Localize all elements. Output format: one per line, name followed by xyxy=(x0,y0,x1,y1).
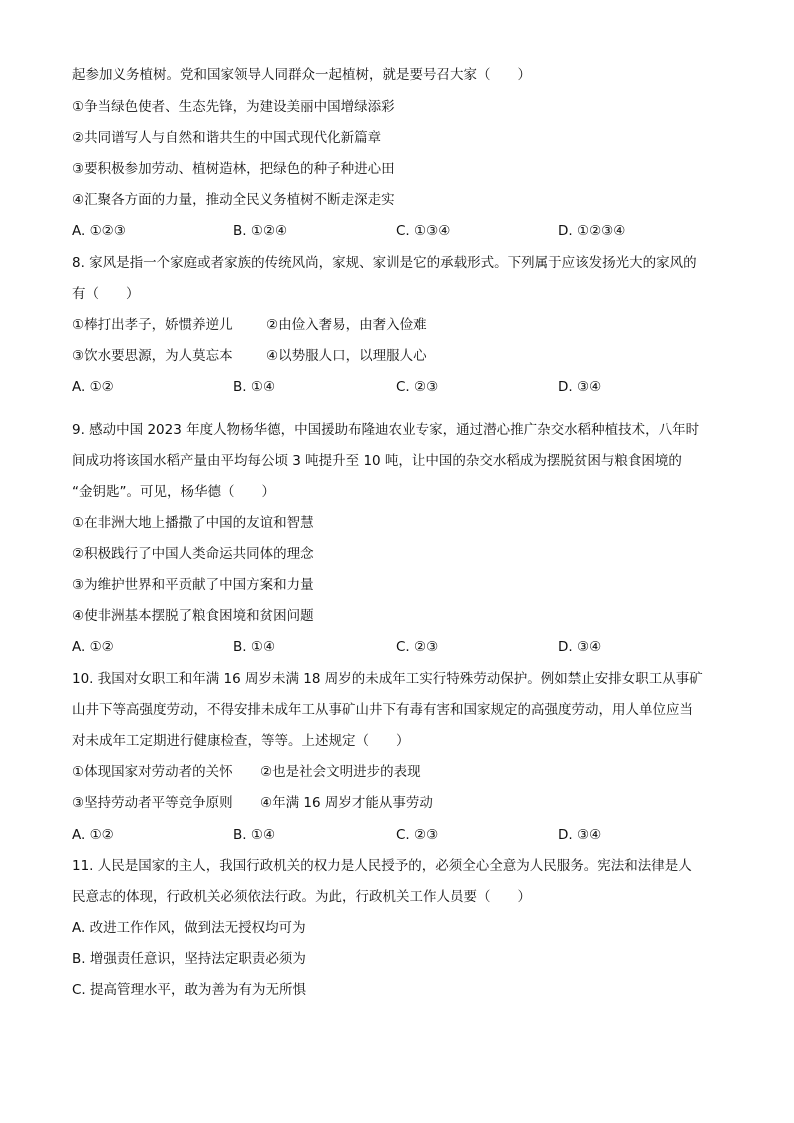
q10-statement-row-2 xyxy=(72,794,433,812)
q10-stem-line-1: 10. 我国对女职工和年满 16 周岁未满 18 周岁的未成年工实行特殊劳动保护。例如禁止安排女职工从事矿 xyxy=(72,671,703,687)
q10-option-b[interactable]: B. ①④ xyxy=(233,827,276,843)
q8-statement-4: ④以势服人口，以理服人心 xyxy=(266,348,427,364)
q8-option-a[interactable]: A. ①② xyxy=(72,379,114,395)
q7-statement-1: ①争当绿色使者、生态先锋，为建设美丽中国增绿添彩 xyxy=(72,99,395,115)
q8-statement-row-1 xyxy=(72,316,427,334)
q10-option-a[interactable]: A. ①② xyxy=(72,827,114,843)
q10-stem-line-3: 对未成年工定期进行健康检查，等等。上述规定（ ） xyxy=(72,733,410,749)
q7-stem-tail: 起参加义务植树。党和国家领导人同群众一起植树，就是要号召大家（ ） xyxy=(72,67,531,83)
q7-statement-4: ④汇聚各方面的力量，推动全民义务植树不断走深走实 xyxy=(72,192,395,208)
q11-option-b[interactable]: B. 增强责任意识，坚持法定职责必须为 xyxy=(72,951,306,967)
q9-option-b[interactable]: B. ①④ xyxy=(233,639,276,655)
q10-statement-row-1 xyxy=(72,763,421,781)
q8-statement-row-2 xyxy=(72,347,427,365)
q10-stem-line-2: 山井下等高强度劳动，不得安排未成年工从事矿山井下有毒有害和国家规定的高强度劳动，用人单位应当 xyxy=(72,702,693,718)
q8-option-b[interactable]: B. ①④ xyxy=(233,379,276,395)
q8-stem-line-2: 有（ ） xyxy=(72,286,140,302)
q8-statement-2: ②由俭入奢易，由奢入俭难 xyxy=(266,317,427,333)
q7-option-a[interactable]: A. ①②③ xyxy=(72,223,126,239)
q10-statement-3: ③坚持劳动者平等竞争原则 xyxy=(72,795,233,811)
q7-option-b[interactable]: B. ①②④ xyxy=(233,223,288,239)
q10-statement-2: ②也是社会文明进步的表现 xyxy=(260,764,421,780)
q9-option-a[interactable]: A. ①② xyxy=(72,639,114,655)
q9-option-c[interactable]: C. ②③ xyxy=(396,639,439,655)
q7-option-c[interactable]: C. ①③④ xyxy=(396,223,451,239)
q10-option-d[interactable]: D. ③④ xyxy=(558,827,602,843)
q8-option-d[interactable]: D. ③④ xyxy=(558,379,602,395)
q8-stem-line-1: 8. 家风是指一个家庭或者家族的传统风尚，家规、家训是它的承载形式。下列属于应该发扬光大的家风的 xyxy=(72,255,697,271)
q9-statement-3: ③为维护世界和平贡献了中国方案和力量 xyxy=(72,577,314,593)
q11-stem-line-1: 11. 人民是国家的主人，我国行政机关的权力是人民授予的，必须全心全意为人民服务。宪法和法律是人 xyxy=(72,858,692,874)
q9-statement-4: ④使非洲基本摆脱了粮食困境和贫困问题 xyxy=(72,608,314,624)
q7-statement-3: ③要积极参加劳动、植树造林，把绿色的种子种进心田 xyxy=(72,161,395,177)
q8-statement-3: ③饮水要思源，为人莫忘本 xyxy=(72,348,233,364)
q11-option-c[interactable]: C. 提高管理水平，敢为善为有为无所惧 xyxy=(72,982,307,998)
q11-stem-line-2: 民意志的体现，行政机关必须依法行政。为此，行政机关工作人员要（ ） xyxy=(72,889,531,905)
q9-statement-2: ②积极践行了中国人类命运共同体的理念 xyxy=(72,546,314,562)
q9-stem-line-3: “金钥匙”。可见，杨华德（ ） xyxy=(72,484,275,500)
q10-statement-1: ①体现国家对劳动者的关怀 xyxy=(72,764,233,780)
q8-statement-1: ①棒打出孝子，娇惯养逆儿 xyxy=(72,317,233,333)
q9-option-d[interactable]: D. ③④ xyxy=(558,639,602,655)
q10-statement-4: ④年满 16 周岁才能从事劳动 xyxy=(260,795,433,811)
q7-option-d[interactable]: D. ①②③④ xyxy=(558,223,626,239)
q9-stem-line-2: 间成功将该国水稻产量由平均每公顷 3 吨提升至 10 吨，让中国的杂交水稻成为摆脱贫困与粮食困境的 xyxy=(72,453,682,469)
q11-option-a[interactable]: A. 改进工作作风，做到法无授权均可为 xyxy=(72,920,306,936)
q7-statement-2: ②共同谱写人与自然和谐共生的中国式现代化新篇章 xyxy=(72,130,382,146)
q8-option-c[interactable]: C. ②③ xyxy=(396,379,439,395)
q9-stem-line-1: 9. 感动中国 2023 年度人物杨华德，中国援助布隆迪农业专家，通过潜心推广杂交水稻种植技术，八年时 xyxy=(72,422,700,438)
q9-statement-1: ①在非洲大地上播撒了中国的友谊和智慧 xyxy=(72,515,314,531)
q10-option-c[interactable]: C. ②③ xyxy=(396,827,439,843)
